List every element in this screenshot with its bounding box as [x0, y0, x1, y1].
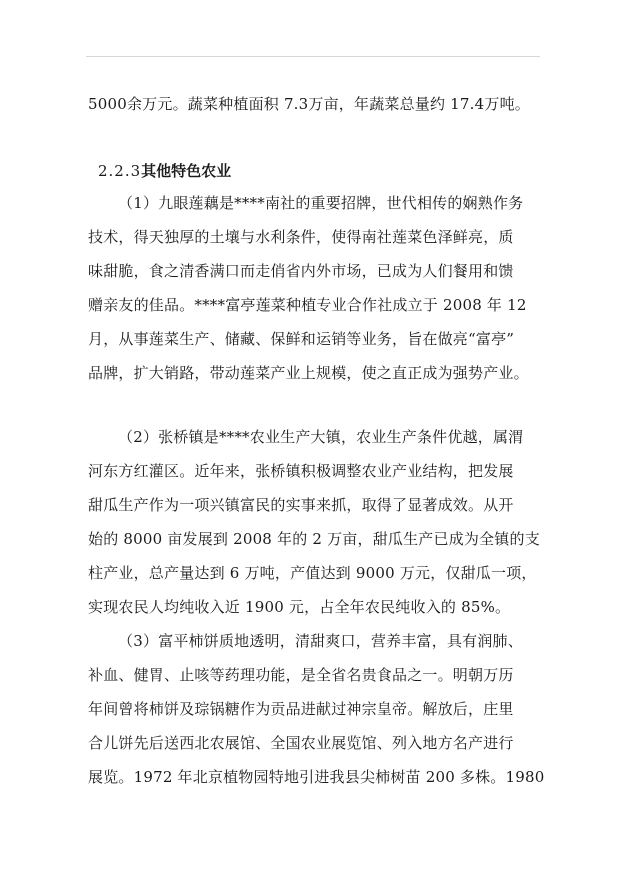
paragraph-line: 实现农民人均纯收入近 1900 元，占全年农民纯收入的 85%。 — [88, 598, 511, 616]
continuation-line: 5000余万元。蔬菜种植面积 7.3万亩，年蔬菜总量约 17.4万吨。 — [88, 95, 530, 113]
paragraph-line: （3）富平柿饼质地透明，清甜爽口，营养丰富，具有润肺、 — [118, 632, 523, 650]
section-title: 其他特色农业 — [141, 162, 232, 180]
paragraph-line: 合儿饼先后送西北农展馆、全国农业展览馆、列入地方名产进行 — [88, 734, 514, 752]
paragraph-line: 展览。1972 年北京植物园特地引进我县尖柿树苗 200 多株。1980 — [88, 768, 545, 786]
paragraph-line: （1）九眼莲藕是****南社的重要招牌，世代相传的娴熟作务 — [118, 194, 524, 212]
paragraph-line: 赠亲友的佳品。****富亭莲菜种植专业合作社成立于 2008 年 12 — [88, 296, 527, 314]
paragraph-line: 品牌，扩大销路，带动莲菜产业上规模，使之直正成为强势产业。 — [88, 364, 529, 382]
paragraph-line: 甜瓜生产作为一项兴镇富民的实事来抓，取得了显著成效。从开 — [88, 496, 514, 514]
paragraph-line: （2）张桥镇是****农业生产大镇，农业生产条件优越，属渭 — [118, 428, 524, 446]
paragraph-line: 补血、健胃、止咳等药理功能，是全省名贵食品之一。明朝万历 — [88, 666, 514, 684]
paragraph-line: 年间曾将柿饼及琮锅糖作为贡品进献过神宗皇帝。解放后，庄里 — [88, 700, 514, 718]
section-heading — [98, 161, 231, 181]
header-divider — [86, 56, 540, 57]
paragraph-line: 月，从事莲菜生产、储藏、保鲜和运销等业务，旨在做亮“富亭” — [88, 330, 515, 348]
section-number: 2.2.3 — [98, 162, 142, 180]
paragraph-line: 技术，得天独厚的土壤与水利条件，使得南社莲菜色泽鲜亮，质 — [88, 228, 514, 246]
paragraph-line: 味甜脆，食之清香满口而走俏省内外市场，已成为人们餐用和馈 — [88, 262, 514, 280]
paragraph-line: 河东方红灌区。近年来，张桥镇积极调整农业产业结构，把发展 — [88, 462, 514, 480]
paragraph-line: 始的 8000 亩发展到 2008 年的 2 万亩，甜瓜生产已成为全镇的支 — [88, 530, 540, 548]
paragraph-line: 柱产业，总产量达到 6 万吨，产值达到 9000 万元，仅甜瓜一项， — [88, 564, 537, 582]
